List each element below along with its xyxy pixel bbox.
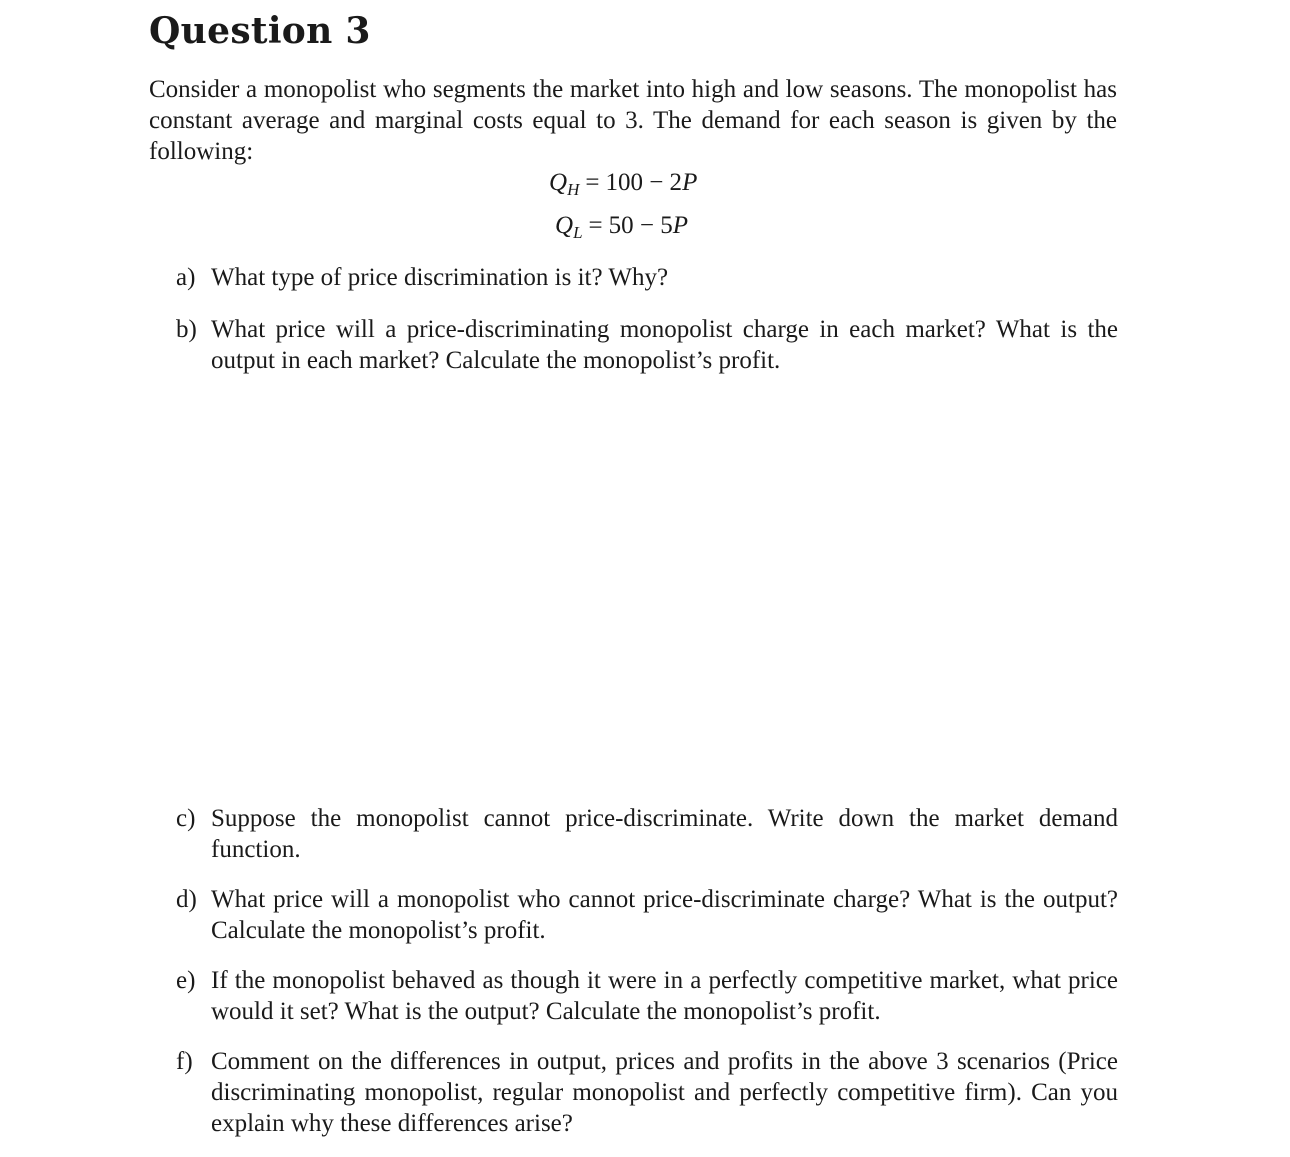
question-item-e <box>176 965 1118 1027</box>
question-label: c) <box>176 805 196 832</box>
question-text: What type of price discrimination is it? Why? <box>211 264 669 291</box>
intro-paragraph: Consider a monopolist who segments the market into high and low seasons. The monopolist has constant average and marginal costs equal to 3. The demand for each season is given by the following: <box>149 76 1117 165</box>
question-text: What price will a monopolist who cannot price-discriminate charge? What is the output? Calculate the monopolist’s profit. <box>211 886 1118 944</box>
equation-subscript: H <box>567 180 580 199</box>
question-text: Comment on the differences in output, prices and profits in the above 3 scenarios (Price discriminating monopolist, regular monopolist and perfectly competitive firm). Can you explain why these differences arise? <box>211 1048 1118 1137</box>
equation-high-season <box>549 168 697 205</box>
equation-rhs: 100 − 2 <box>605 169 683 196</box>
equation-operator: = <box>588 212 603 239</box>
question-item-b <box>176 314 1118 376</box>
equation-subscript: L <box>573 223 583 242</box>
equation-rhs-variable: P <box>682 169 698 196</box>
question-label: d) <box>176 886 197 913</box>
question-label: f) <box>176 1048 193 1075</box>
question-item-a <box>176 262 1118 293</box>
question-label: b) <box>176 316 197 343</box>
question-item-c <box>176 803 1118 865</box>
question-item-f <box>176 1046 1118 1139</box>
equation-variable: Q <box>549 169 568 196</box>
question-label: e) <box>176 967 196 994</box>
question-text: Suppose the monopolist cannot price-discriminate. Write down the market demand function. <box>211 805 1118 863</box>
question-item-d <box>176 884 1118 946</box>
equation-operator: = <box>585 169 600 196</box>
question-text: What price will a price-discriminating monopolist charge in each market? What is the output in each market? Calculate the monopolist’s profit. <box>211 316 1118 374</box>
question-label: a) <box>176 264 196 291</box>
question-text: If the monopolist behaved as though it were in a perfectly competitive market, what price would it set? What is the output? Calculate the monopolist’s profit. <box>211 967 1118 1025</box>
question-title: Question 3 <box>149 10 371 52</box>
equation-variable: Q <box>555 212 574 239</box>
equation-low-season <box>555 211 688 248</box>
equation-rhs-variable: P <box>672 212 689 239</box>
equation-rhs: 50 − 5 <box>608 212 673 239</box>
